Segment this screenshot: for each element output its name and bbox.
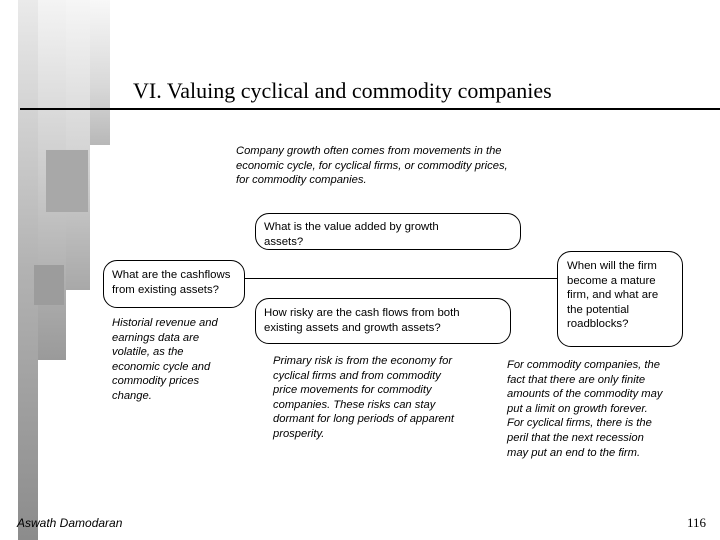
cashflows-box: What are the cashflows from existing assets?: [103, 260, 245, 308]
value-added-box: What is the value added by growth assets?: [255, 213, 521, 250]
connector-line: [244, 278, 558, 279]
intro-text: Company growth often comes from movements in the economic cycle, for cyclical firms, or commodity prices, for commodity companies.: [236, 145, 508, 187]
decor-block-2: [34, 265, 64, 305]
title-divider: [20, 108, 720, 110]
decor-column-3: [66, 0, 90, 290]
risk-note: Primary risk is from the economy for cyclical firms and from commodity price movements for commodity companies. These risks can stay dormant for long periods of apparent prosperity.: [273, 355, 454, 440]
historical-note: Historial revenue and earnings data are volatile, as the economic cycle and commodity prices change.: [112, 317, 218, 402]
commodity-note: For commodity companies, the fact that there are only finite amounts of the commodity may put a limit on growth forever. For cyclical firms, there is the peril that the next recession may put an end to the firm.: [507, 359, 663, 459]
mature-firm-box: When will the firm become a mature firm, and what are the potential roadblocks?: [557, 251, 683, 347]
risk-box: How risky are the cash flows from both existing assets and growth assets?: [255, 298, 511, 344]
footer-author: Aswath Damodaran: [17, 516, 123, 530]
page-number: 116: [686, 515, 706, 530]
decor-block-1: [46, 150, 88, 212]
slide-title: VI. Valuing cyclical and commodity companies: [133, 78, 552, 103]
decor-column-4: [90, 0, 110, 145]
